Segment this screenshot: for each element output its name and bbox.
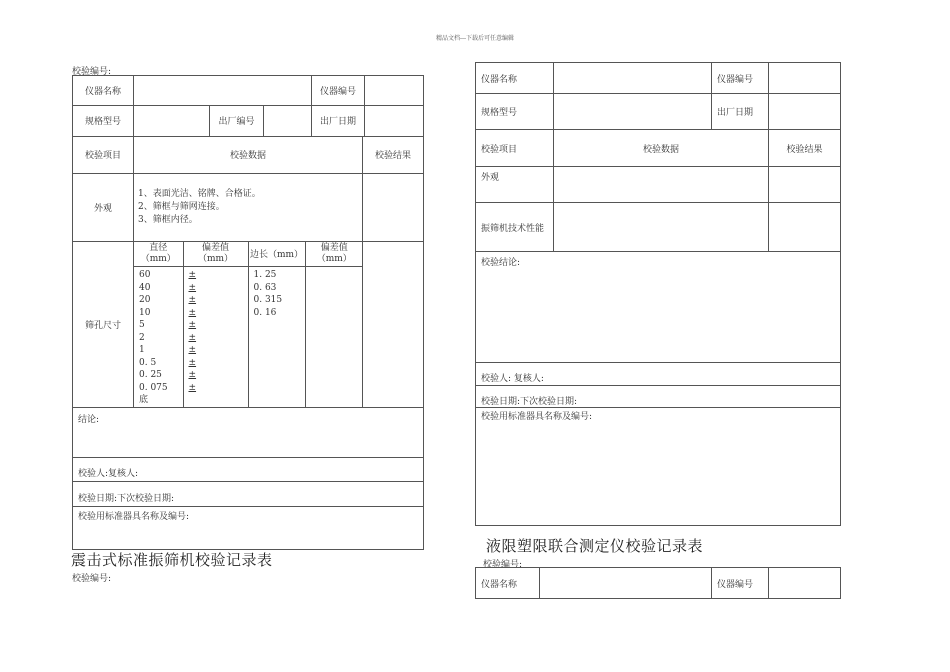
right-next-code-label: 校验编号: (483, 560, 523, 570)
right-next-instrument-id-field[interactable] (769, 568, 841, 599)
left-model-label: 规格型号 (73, 105, 134, 136)
right-instrument-name-label: 仪器名称 (476, 63, 554, 94)
left-appearance-data (134, 173, 363, 241)
right-instrument-id-label: 仪器编号 (712, 63, 769, 94)
right-performance-label: 振筛机技术性能 (476, 203, 554, 252)
left-header-table (72, 75, 424, 106)
right-result-header: 校验结果 (769, 130, 841, 167)
sieve-col-deviation-1: 偏差值 （mm） (183, 242, 248, 267)
left-row2-table (72, 105, 424, 137)
left-sieve-data (134, 241, 363, 407)
sieve-deviation-list: ± ± ± ± ± ± ± ± ± ± (183, 267, 248, 407)
right-performance-result-field[interactable] (769, 203, 841, 252)
sieve-diameter-list: 60 40 20 10 5 2 1 0. 5 0. 25 0. 075 底 (134, 267, 183, 407)
sieve-col-side: 边长（mm） (248, 242, 305, 267)
right-next-table (475, 567, 841, 599)
appearance-line: 2、筛框与筛网连接。 (138, 201, 225, 212)
left-data-header: 校验数据 (134, 136, 363, 173)
page-header: 精品文档---下载后可任意编辑 (435, 35, 515, 42)
left-standard-row[interactable]: 校验用标准器具名称及编号: (73, 506, 424, 549)
left-model-field[interactable] (134, 105, 210, 136)
right-appearance-label: 外观 (476, 167, 554, 203)
right-instrument-name-field[interactable] (554, 63, 712, 94)
left-next-form-title: 震击式标准振筛机校验记录表 (71, 551, 273, 569)
right-checker-row[interactable]: 校验人: 复核人: (476, 363, 841, 386)
right-appearance-result-field[interactable] (769, 167, 841, 203)
left-instrument-name-label: 仪器名称 (73, 76, 134, 106)
left-item-header: 校验项目 (73, 136, 134, 173)
sieve-subtable (134, 242, 363, 407)
left-data-table (72, 136, 424, 550)
sieve-col-diameter: 直径 （mm） (134, 242, 183, 267)
left-sieve-label: 筛孔尺寸 (73, 241, 134, 407)
sieve-side-list: 1. 25 0. 63 0. 315 0. 16 (248, 267, 305, 407)
appearance-line: 3、筛框内径。 (138, 214, 198, 225)
right-model-field[interactable] (554, 94, 712, 130)
right-performance-field[interactable] (554, 203, 769, 252)
right-model-label: 规格型号 (476, 94, 554, 130)
left-result-header: 校验结果 (363, 136, 424, 173)
right-item-header: 校验项目 (476, 130, 554, 167)
right-manufacture-date-field[interactable] (769, 94, 841, 130)
left-serial-label: 出厂编号 (210, 105, 264, 136)
sieve-col-deviation-2: 偏差值 （mm） (305, 242, 363, 267)
right-date-row[interactable]: 校验日期:下次校验日期: (476, 386, 841, 408)
left-manufacture-date-label: 出厂日期 (312, 105, 365, 136)
left-instrument-name-field[interactable] (134, 76, 312, 106)
left-appearance-result-field[interactable] (363, 173, 424, 241)
left-manufacture-date-field[interactable] (365, 105, 424, 136)
right-instrument-id-field[interactable] (769, 63, 841, 94)
right-next-instrument-name-label: 仪器名称 (476, 568, 540, 599)
right-next-form-title: 液限塑限联合测定仪校验记录表 (486, 537, 704, 555)
right-appearance-field[interactable] (554, 167, 769, 203)
sieve-deviation2-field[interactable] (305, 267, 363, 407)
right-manufacture-date-label: 出厂日期 (712, 94, 769, 130)
right-next-instrument-id-label: 仪器编号 (712, 568, 769, 599)
left-instrument-id-label: 仪器编号 (312, 76, 365, 106)
right-data-header: 校验数据 (554, 130, 769, 167)
right-data-table (475, 62, 841, 526)
left-checker-row[interactable]: 校验人:复核人: (73, 457, 424, 481)
left-serial-field[interactable] (264, 105, 312, 136)
left-conclusion[interactable]: 结论: (73, 407, 424, 457)
right-next-instrument-name-field[interactable] (540, 568, 712, 599)
left-instrument-id-field[interactable] (365, 76, 424, 106)
left-appearance-label: 外观 (73, 173, 134, 241)
left-sieve-result-field[interactable] (363, 241, 424, 407)
left-date-row[interactable]: 校验日期:下次校验日期: (73, 481, 424, 506)
appearance-line: 1、表面光洁、铭牌、合格证。 (138, 188, 261, 199)
left-next-code-label: 校验编号: (72, 574, 112, 584)
left-code-label: 校验编号: (72, 67, 112, 77)
right-conclusion[interactable]: 校验结论: (476, 252, 841, 363)
right-standard-row[interactable]: 校验用标准器具名称及编号: (476, 408, 841, 526)
